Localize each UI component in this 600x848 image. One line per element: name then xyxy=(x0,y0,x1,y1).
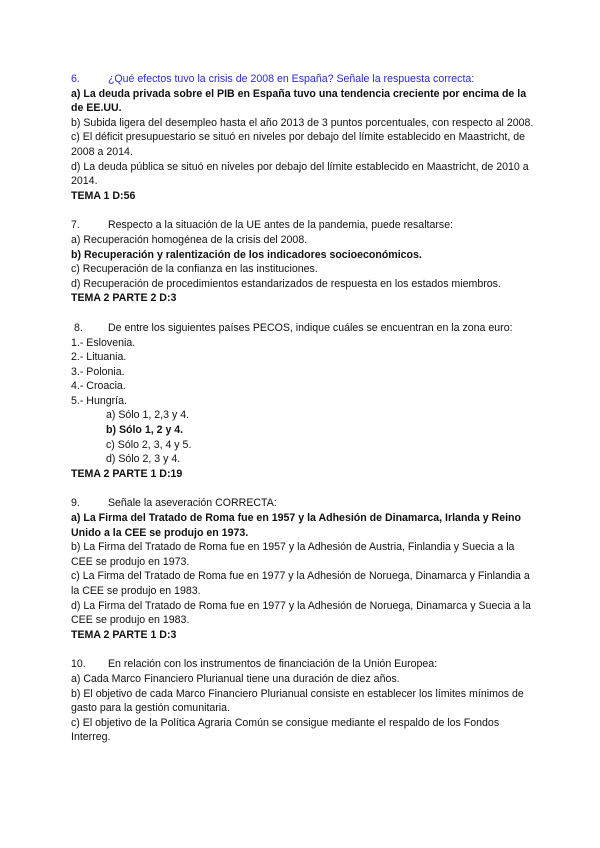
option-a: a) Cada Marco Financiero Plurianual tiene una duración de diez años. xyxy=(71,672,400,685)
list-item: 5.- Hungría. xyxy=(71,394,127,407)
topic-reference: TEMA 2 PARTE 1 D:19 xyxy=(71,467,183,480)
option-d: d) Recuperación de procedimientos estandarizados de respuesta en los estados miembros. xyxy=(71,277,501,290)
option-c: c) Sólo 2, 3, 4 y 5. xyxy=(106,438,192,451)
question-9 xyxy=(71,496,535,642)
question-number: 7. xyxy=(71,219,80,232)
list-item: 4.- Croacia. xyxy=(71,380,126,393)
list-item: 3.- Polonia. xyxy=(71,365,125,378)
question-7 xyxy=(71,218,535,306)
list-item: 2.- Lituania. xyxy=(71,351,127,364)
question-stem xyxy=(71,657,535,672)
question-8 xyxy=(71,321,535,482)
option-d: d) La deuda pública se situó en niveles por debajo del límite establecido en Maastricht, de 2010 a 2014. xyxy=(71,160,529,188)
question-text: Respecto a la situación de la UE antes de la pandemia, puede resaltarse: xyxy=(107,219,454,232)
option-a: a) Sólo 1, 2,3 y 4. xyxy=(106,409,190,422)
question-stem xyxy=(71,218,535,233)
option-b-correct: b) Recuperación y ralentización de los indicadores socioeconómicos. xyxy=(71,248,422,261)
option-c: c) El déficit presupuestario se situó en niveles por debajo del límite establecido en Maastricht, de 2008 a 2014. xyxy=(71,131,526,158)
question-number: 8. xyxy=(74,321,83,334)
question-number: 10. xyxy=(71,658,86,671)
option-c: c) El objetivo de la Política Agraria Común se consigue mediante el respaldo de los Fondos Interreg. xyxy=(71,716,500,744)
option-b-correct: b) Sólo 1, 2 y 4. xyxy=(106,424,184,437)
option-d: d) Sólo 2, 3 y 4. xyxy=(106,453,181,466)
option-a-correct: a) La Firma del Tratado de Roma fue en 1957 y la Adhesión de Dinamarca, Irlanda y Reino Unido a la CEE se produjo en 1973. xyxy=(71,512,521,539)
question-6 xyxy=(71,72,535,203)
topic-reference: TEMA 1 D:56 xyxy=(71,189,136,202)
question-text: ¿Qué efectos tuvo la crisis de 2008 en España? Señale la respuesta correcta: xyxy=(107,73,475,85)
option-a-correct: a) La deuda privada sobre el PIB en España tuvo una tendencia creciente por encima de la de EE.UU. xyxy=(71,87,527,115)
question-stem xyxy=(71,496,535,511)
option-c: c) La Firma del Tratado de Roma fue en 1977 y la Adhesión de Noruega, Dinamarca y Finlandia a la CEE se produjo en 1983. xyxy=(71,570,530,597)
option-b: b) El objetivo de cada Marco Financiero Plurianual consiste en establecer los límites mínimos de gasto para la gestión comunitaria. xyxy=(71,687,524,715)
topic-reference: TEMA 2 PARTE 1 D:3 xyxy=(71,628,177,641)
question-stem xyxy=(74,321,535,336)
list-item: 1.- Eslovenia. xyxy=(71,336,136,349)
topic-reference: TEMA 2 PARTE 2 D:3 xyxy=(71,292,177,305)
question-number: 9. xyxy=(71,497,80,510)
document-page xyxy=(71,72,535,760)
option-b: b) La Firma del Tratado de Roma fue en 1957 y la Adhesión de Austria, Finlandia y Suecia a la CEE se produjo en 1973. xyxy=(71,541,515,568)
option-a: a) Recuperación homogénea de la crisis del 2008. xyxy=(71,233,308,246)
option-d: d) La Firma del Tratado de Roma fue en 1977 y la Adhesión de Noruega, Dinamarca y Suecia a la CEE se produjo en 1983. xyxy=(71,599,531,627)
question-number: 6. xyxy=(71,73,80,85)
option-c: c) Recuperación de la confianza en las instituciones. xyxy=(71,263,318,276)
question-10 xyxy=(71,657,535,745)
question-text: En relación con los instrumentos de financiación de la Unión Europea: xyxy=(107,658,438,671)
option-b: b) Subida ligera del desempleo hasta el año 2013 de 3 puntos porcentuales, con respecto al 2008. xyxy=(71,116,534,129)
question-stem xyxy=(71,72,535,87)
question-text: De entre los siguientes países PECOS, indique cuáles se encuentran en la zona euro: xyxy=(107,321,513,334)
question-text: Señale la aseveración CORRECTA: xyxy=(107,497,277,510)
